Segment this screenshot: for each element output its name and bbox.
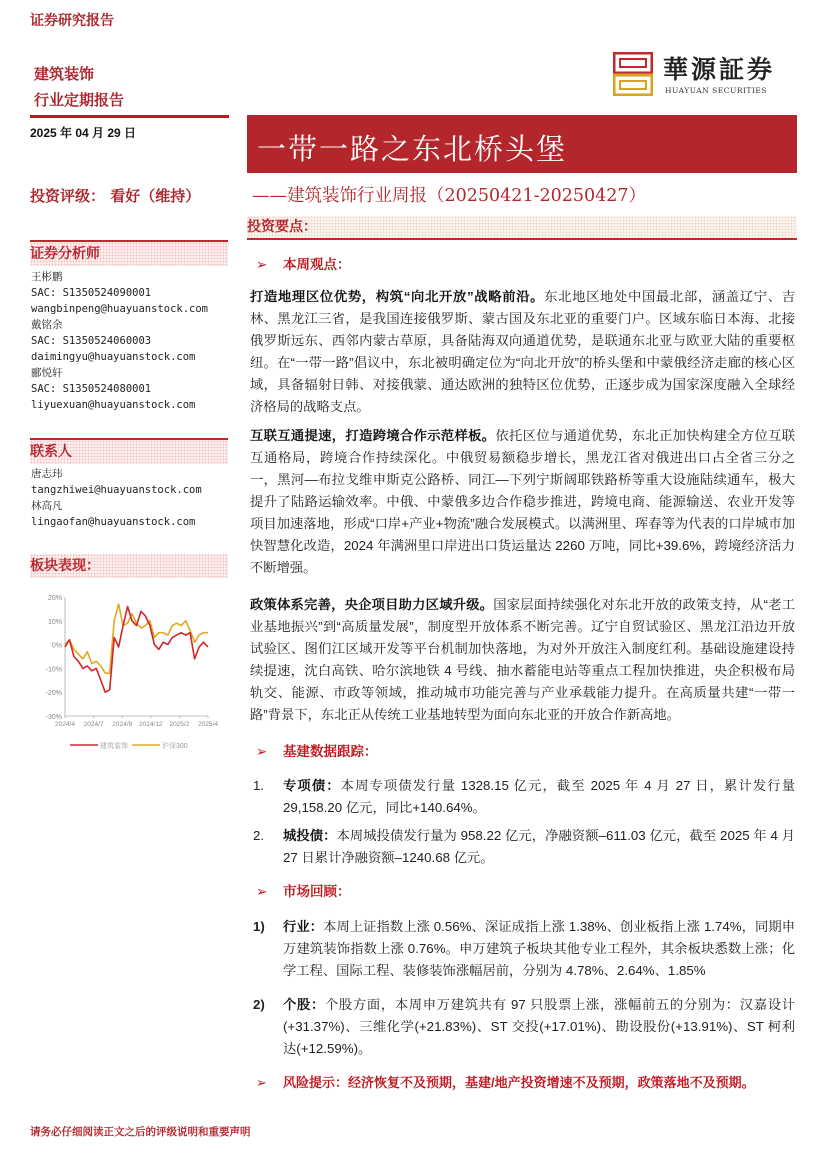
item-number: 1. bbox=[253, 778, 265, 793]
analyst-sac: SAC: S1350524080001 bbox=[31, 383, 152, 395]
legend-label: 建筑装饰 bbox=[100, 743, 128, 750]
sector-performance-chart bbox=[30, 585, 228, 755]
analyst-email[interactable]: daimingyu@huayuanstock.com bbox=[31, 351, 196, 363]
y-tick-label: 10% bbox=[47, 618, 62, 626]
paragraph-body: 依托区位与通道优势，东北正加快构建全方位互联互通格局，跨境合作持续深化。中俄贸易额稳步增长，黑龙江省对俄进出口占全省三分之一，黑河—布拉戈维申斯克公路桥、同江—下列宁斯阔耶铁路桥等重大设施陆续通车，极大提升了陆路运输效率。中俄、中蒙俄多边合作稳步推进，跨境电商、能源输送、农业开发等项目加速落地，形成“口岸+产业+物流”融合发展模式。以满洲里、珲春等为代表的口岸城市加快智慧化改造，2024 年满洲里口岸进出口货运量达 2260 万吨，同比+39.6%，跨境经济活力不断增强。 bbox=[250, 428, 796, 575]
y-tick-label: 0% bbox=[51, 642, 62, 650]
analyst-sac: SAC: S1350524060003 bbox=[31, 335, 152, 347]
analyst-sac: SAC: S1350524090001 bbox=[31, 287, 152, 299]
paragraph-lead: 政策体系完善，央企项目助力区域升级。 bbox=[250, 597, 494, 612]
analysts-heading: 证券分析师 bbox=[30, 240, 228, 266]
contacts-heading: 联系人 bbox=[30, 438, 228, 464]
logo-en-text: HUAYUAN SECURITIES bbox=[665, 86, 768, 95]
paragraph-body: 国家层面持续强化对东北开放的政策支持，从“老工业基地振兴”到“高质量发展”，制度型开放体系不断完善。辽宁自贸试验区、黑龙江沿边开放试验区、图们江区域开发等平台机制加快落地，为对外开放注入制度红利。基础设施建设持续提速，沈白高铁、哈尔滨地铁 4 号线、抽水蓄能电站等重点工程加快推进，央企积极布局轨交、能源、市政等领域，推动城市功能完善与产业承载能力提升。在高质量共建“一带一路”背景下，东北正从传统工业基地转型为面向东北亚的开放合作新高地。 bbox=[250, 597, 796, 722]
analyst-name: 郦悦轩 bbox=[31, 367, 63, 379]
arrow-icon: ➢ bbox=[256, 884, 268, 899]
contact-name: 林高凡 bbox=[31, 500, 63, 512]
infra-heading bbox=[256, 741, 378, 763]
paragraph-body: 东北地区地处中国最北部，涵盖辽宁、吉林、黑龙江三省，是我国连接俄罗斯、蒙古国及东北亚的重要门户。区域东临日本海、北接俄罗斯远东、西邻内蒙古草原，具备陆海双向通道优势，是联通东北亚与欧亚大陆的重要枢纽。在“一带一路”倡议中，东北被明确定位为“向北开放”的桥头堡和中蒙俄经济走廊的核心区域，具备辐射日韩、对接俄蒙、通达欧洲的独特区位优势，正逐步成为国家深度融入全球经济格局的战略支点。 bbox=[250, 289, 796, 414]
infra-item-urban-bonds bbox=[250, 825, 795, 869]
report-type: 行业定期报告 bbox=[34, 91, 125, 109]
paragraph-geography bbox=[250, 286, 795, 418]
arrow-icon: ➢ bbox=[256, 257, 268, 272]
x-tick-label: 2024/4 bbox=[55, 721, 75, 728]
analyst-name: 戴铭余 bbox=[31, 319, 63, 331]
item-body: 本周上证指数上涨 0.56%、深证成指上涨 1.38%、创业板指上涨 1.74%，同期申万建筑装饰指数上涨 0.76%。申万建筑子板块其他专业工程外，其余板块悉数上涨；化学工程、国际工程、装修装饰涨幅居前，分别为 4.78%、2.64%、1.85% bbox=[283, 919, 795, 978]
page-subtitle: ——建筑装饰行业周报（20250421-20250427） bbox=[252, 186, 647, 206]
item-lead: 城投债： bbox=[283, 828, 337, 843]
view-heading-label: 本周观点： bbox=[283, 257, 351, 272]
item-body: 个股方面，本周申万建筑共有 97 只股票上涨，涨幅前五的分别为：汉嘉设计(+31.37%)、三维化学(+21.83%)、ST 交投(+17.01%)、勘设股份(+13.91%)、ST 柯利达(+12.59%)。 bbox=[283, 997, 796, 1056]
infra-heading-label: 基建数据跟踪： bbox=[283, 744, 378, 759]
title-banner bbox=[247, 115, 797, 173]
x-tick-label: 2024/9 bbox=[112, 721, 133, 728]
item-number: 2) bbox=[253, 997, 265, 1012]
infra-item-special-bonds bbox=[250, 775, 795, 819]
contact-email[interactable]: lingaofan@huayuanstock.com bbox=[31, 516, 196, 528]
x-tick-label: 2024/12 bbox=[139, 721, 163, 728]
analyst-email[interactable]: liyuexuan@huayuanstock.com bbox=[31, 399, 196, 411]
footer-disclaimer: 请务必仔细阅读正文之后的评级说明和重要声明 bbox=[30, 1126, 251, 1138]
arrow-icon: ➢ bbox=[256, 744, 268, 759]
item-body: 本周专项债发行量 1328.15 亿元，截至 2025 年 4 月 27 日，累计发行量 29,158.20 亿元，同比+140.64%。 bbox=[283, 778, 796, 815]
contact-name: 唐志玮 bbox=[31, 468, 63, 480]
y-tick-label: -10% bbox=[45, 666, 62, 674]
key-points-heading: 投资要点： bbox=[247, 216, 797, 240]
sector-label: 建筑装饰 bbox=[34, 65, 95, 83]
risk-warning-text: 风险提示：经济恢复不及预期，基建/地产投资增速不及预期，政策落地不及预期。 bbox=[283, 1075, 755, 1090]
item-lead: 行业： bbox=[283, 919, 324, 934]
logo-emblem-icon bbox=[613, 52, 653, 96]
divider bbox=[30, 115, 229, 118]
investment-rating: 投资评级： 看好（维持） bbox=[30, 187, 201, 205]
doc-type: 证券研究报告 bbox=[30, 13, 114, 29]
item-number: 2. bbox=[253, 828, 265, 843]
report-date: 2025 年 04 月 29 日 bbox=[30, 126, 137, 140]
paragraph-connectivity bbox=[250, 425, 795, 579]
analysts-list bbox=[31, 269, 208, 413]
paragraph-policy bbox=[250, 594, 795, 726]
item-number: 1) bbox=[253, 919, 265, 934]
y-tick-label: -30% bbox=[45, 714, 62, 721]
market-item-industry bbox=[250, 916, 795, 982]
x-tick-label: 2025/2 bbox=[169, 721, 190, 728]
paragraph-lead: 打造地理区位优势，构筑“向北开放”战略前沿。 bbox=[250, 289, 545, 304]
analyst-email[interactable]: wangbinpeng@huayuanstock.com bbox=[31, 303, 209, 315]
series-line-csi300 bbox=[65, 604, 208, 673]
paragraph-lead: 互联互通提速，打造跨境合作示范样板。 bbox=[250, 428, 496, 443]
item-lead: 专项债： bbox=[283, 778, 341, 793]
market-heading bbox=[256, 881, 351, 903]
contacts-list bbox=[31, 466, 202, 530]
item-lead: 个股： bbox=[283, 997, 325, 1012]
market-item-stocks bbox=[250, 994, 795, 1060]
contact-email[interactable]: tangzhiwei@huayuanstock.com bbox=[31, 484, 202, 496]
analyst-name: 王彬鹏 bbox=[31, 271, 63, 283]
x-tick-label: 2024/7 bbox=[83, 721, 104, 728]
market-heading-label: 市场回顾： bbox=[283, 884, 351, 899]
page-title: 一带一路之东北桥头堡 bbox=[257, 132, 568, 166]
series-line-construction bbox=[65, 607, 208, 693]
y-tick-label: 20% bbox=[47, 595, 62, 602]
huayuan-logo bbox=[613, 48, 788, 100]
legend-label: 沪深300 bbox=[162, 743, 188, 750]
view-heading bbox=[256, 254, 351, 276]
item-body: 本周城投债发行量为 958.22 亿元，净融资额–611.03 亿元，截至 2025 年 4 月 27 日累计净融资额–1240.68 亿元。 bbox=[283, 828, 795, 865]
arrow-icon: ➢ bbox=[256, 1075, 267, 1090]
performance-heading: 板块表现： bbox=[30, 554, 228, 578]
logo-cn-text: 華源証券 bbox=[663, 55, 776, 84]
risk-warning bbox=[256, 1072, 755, 1094]
y-tick-label: -20% bbox=[45, 690, 62, 698]
x-tick-label: 2025/4 bbox=[198, 721, 218, 728]
